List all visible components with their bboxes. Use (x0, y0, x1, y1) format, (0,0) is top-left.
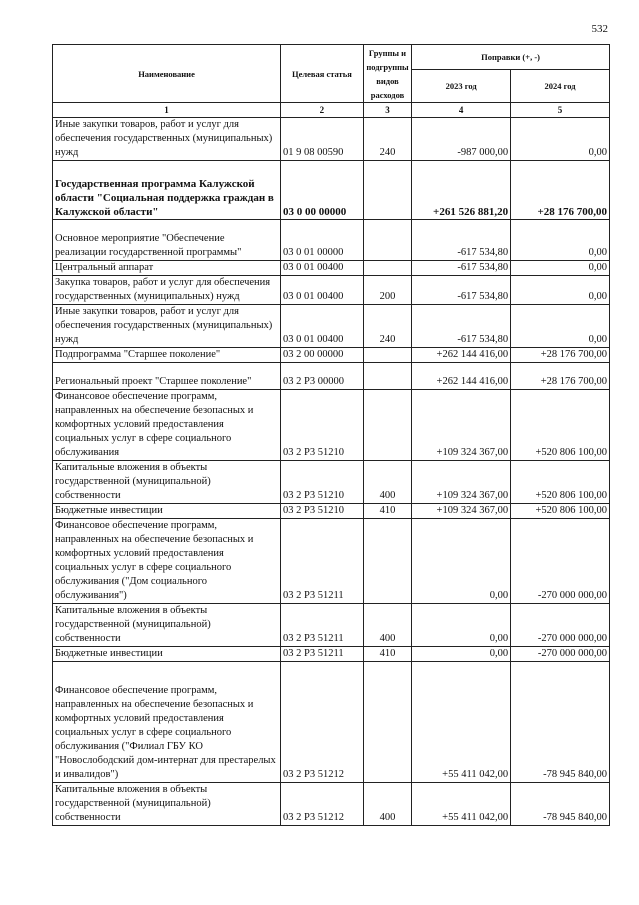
row-name: Капитальные вложения в объекты государственной (муниципальной) собственности (53, 604, 281, 647)
page-number: 532 (591, 23, 608, 35)
row-name: Региональный проект "Старшее поколение" (53, 363, 281, 390)
row-code: 03 0 01 00400 (281, 261, 364, 276)
column-number: 5 (511, 103, 610, 118)
row-code: 03 2 P3 51210 (281, 504, 364, 519)
row-amount-2023: -987 000,00 (412, 118, 511, 161)
budget-amendments-table (52, 44, 610, 826)
table-row (53, 647, 610, 662)
table-row (53, 363, 610, 390)
row-code: 03 0 01 00400 (281, 276, 364, 305)
row-amount-2024: 0,00 (511, 305, 610, 348)
column-number: 2 (281, 103, 364, 118)
row-amount-2024: 0,00 (511, 276, 610, 305)
row-group (363, 662, 411, 783)
row-group: 410 (363, 504, 411, 519)
row-amount-2024: +520 806 100,00 (511, 461, 610, 504)
row-amount-2023: 0,00 (412, 519, 511, 604)
row-code: 03 2 P3 51210 (281, 390, 364, 461)
table-row (53, 161, 610, 220)
row-name: Капитальные вложения в объекты государственной (муниципальной) собственности (53, 783, 281, 826)
row-amount-2024: +28 176 700,00 (511, 363, 610, 390)
row-group: 400 (363, 783, 411, 826)
row-group (363, 261, 411, 276)
table-row (53, 461, 610, 504)
header-name: Наименование (53, 45, 281, 103)
row-group (363, 348, 411, 363)
row-amount-2024: 0,00 (511, 261, 610, 276)
table-row (53, 504, 610, 519)
row-amount-2024: +28 176 700,00 (511, 161, 610, 220)
row-name: Финансовое обеспечение программ, направленных на обеспечение безопасных и комфортных условий предоставления социальных услуг в сфере социального обслуживания ("Филиал ГБУ КО "Новослободский дом-интернат для престарелых и инвалидов") (53, 662, 281, 783)
row-code: 03 2 P3 51212 (281, 783, 364, 826)
row-name: Капитальные вложения в объекты государственной (муниципальной) собственности (53, 461, 281, 504)
row-amount-2024: -270 000 000,00 (511, 519, 610, 604)
row-amount-2023: +55 411 042,00 (412, 662, 511, 783)
row-group (363, 220, 411, 261)
table-row (53, 662, 610, 783)
table-row (53, 519, 610, 604)
row-code: 03 0 01 00000 (281, 220, 364, 261)
row-amount-2023: 0,00 (412, 604, 511, 647)
row-group: 410 (363, 647, 411, 662)
header-target: Целевая статья (281, 45, 364, 103)
row-amount-2023: +262 144 416,00 (412, 363, 511, 390)
table-row (53, 220, 610, 261)
row-code: 03 2 00 00000 (281, 348, 364, 363)
table-row (53, 276, 610, 305)
column-number: 3 (363, 103, 411, 118)
header-amendments: Поправки (+, -) (412, 45, 610, 70)
row-name: Государственная программа Калужской области "Социальная поддержка граждан в Калужской области" (53, 161, 281, 220)
header-year-2023: 2023 год (412, 70, 511, 103)
row-amount-2023: +109 324 367,00 (412, 390, 511, 461)
row-name: Закупка товаров, работ и услуг для обеспечения государственных (муниципальных) нужд (53, 276, 281, 305)
row-group (363, 519, 411, 604)
row-amount-2023: -617 534,80 (412, 261, 511, 276)
row-amount-2023: +262 144 416,00 (412, 348, 511, 363)
row-name: Иные закупки товаров, работ и услуг для обеспечения государственных (муниципальных) нужд (53, 305, 281, 348)
row-amount-2023: 0,00 (412, 647, 511, 662)
row-group (363, 390, 411, 461)
column-number: 4 (412, 103, 511, 118)
row-amount-2023: +109 324 367,00 (412, 504, 511, 519)
table-row (53, 783, 610, 826)
table-row (53, 604, 610, 647)
row-amount-2024: +28 176 700,00 (511, 348, 610, 363)
row-name: Бюджетные инвестиции (53, 647, 281, 662)
row-group: 200 (363, 276, 411, 305)
row-group (363, 363, 411, 390)
row-name: Основное мероприятие "Обеспечение реализации государственной программы" (53, 220, 281, 261)
row-amount-2023: +55 411 042,00 (412, 783, 511, 826)
header-groups: Группы и подгруппы видов расходов (363, 45, 411, 103)
row-amount-2023: +261 526 881,20 (412, 161, 511, 220)
row-name: Центральный аппарат (53, 261, 281, 276)
table-row (53, 261, 610, 276)
row-group: 400 (363, 461, 411, 504)
row-amount-2024: -270 000 000,00 (511, 604, 610, 647)
row-code: 01 9 08 00590 (281, 118, 364, 161)
row-group: 240 (363, 118, 411, 161)
row-amount-2024: -78 945 840,00 (511, 783, 610, 826)
row-code: 03 0 01 00400 (281, 305, 364, 348)
header-year-2024: 2024 год (511, 70, 610, 103)
row-code: 03 2 P3 51210 (281, 461, 364, 504)
row-code: 03 2 P3 00000 (281, 363, 364, 390)
row-amount-2024: -78 945 840,00 (511, 662, 610, 783)
row-amount-2023: -617 534,80 (412, 305, 511, 348)
row-group: 400 (363, 604, 411, 647)
row-name: Финансовое обеспечение программ, направленных на обеспечение безопасных и комфортных условий предоставления социальных услуг в сфере социального обслуживания ("Дом социального обслуживания") (53, 519, 281, 604)
row-name: Бюджетные инвестиции (53, 504, 281, 519)
row-amount-2024: -270 000 000,00 (511, 647, 610, 662)
row-amount-2024: +520 806 100,00 (511, 390, 610, 461)
row-code: 03 2 P3 51211 (281, 519, 364, 604)
row-name: Финансовое обеспечение программ, направленных на обеспечение безопасных и комфортных условий предоставления социальных услуг в сфере социального обслуживания (53, 390, 281, 461)
row-name: Подпрограмма "Старшее поколение" (53, 348, 281, 363)
table-row (53, 118, 610, 161)
row-amount-2024: 0,00 (511, 220, 610, 261)
row-code: 03 0 00 00000 (281, 161, 364, 220)
row-group (363, 161, 411, 220)
table-row (53, 348, 610, 363)
row-amount-2023: -617 534,80 (412, 220, 511, 261)
column-number: 1 (53, 103, 281, 118)
row-code: 03 2 P3 51212 (281, 662, 364, 783)
row-amount-2024: 0,00 (511, 118, 610, 161)
row-name: Иные закупки товаров, работ и услуг для обеспечения государственных (муниципальных) нужд (53, 118, 281, 161)
row-code: 03 2 P3 51211 (281, 647, 364, 662)
row-amount-2024: +520 806 100,00 (511, 504, 610, 519)
table-row (53, 390, 610, 461)
table-row (53, 305, 610, 348)
row-amount-2023: +109 324 367,00 (412, 461, 511, 504)
row-group: 240 (363, 305, 411, 348)
row-amount-2023: -617 534,80 (412, 276, 511, 305)
row-code: 03 2 P3 51211 (281, 604, 364, 647)
